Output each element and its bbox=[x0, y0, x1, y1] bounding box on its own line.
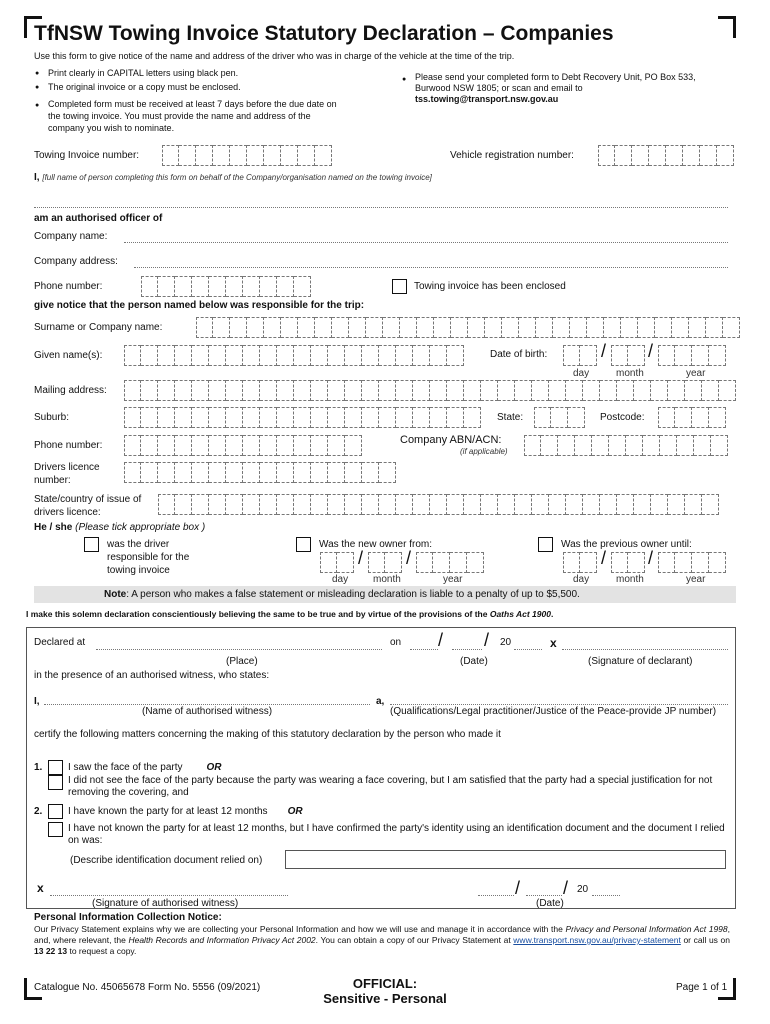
vehicle-registration-input[interactable] bbox=[598, 145, 734, 166]
witness-date-day-input[interactable] bbox=[478, 895, 514, 896]
date-of-birth-label: Date of birth: bbox=[490, 349, 548, 360]
known-party-checkbox[interactable] bbox=[48, 804, 63, 819]
place-caption: (Place) bbox=[226, 656, 258, 667]
vehicle-registration-label: Vehicle registration number: bbox=[450, 150, 574, 161]
previous-owner-slash-1: / bbox=[601, 548, 607, 568]
company-abn-label: Company ABN/ACN: bbox=[400, 434, 502, 446]
new-owner-month-input[interactable] bbox=[368, 552, 402, 573]
email-link[interactable]: tss.towing@transport.nsw.gov.au bbox=[415, 94, 559, 104]
dob-slash-1: / bbox=[601, 341, 607, 361]
phone-number-2-input[interactable] bbox=[124, 435, 362, 456]
date-caption: (Date) bbox=[460, 656, 488, 667]
dob-slash-2: / bbox=[648, 341, 654, 361]
witness-i-label: I, bbox=[34, 696, 40, 707]
not-known-label: I have not known the party for at least 12 months, but I have confirmed the party's identity using an identification document and the document I relied on was: bbox=[68, 823, 725, 846]
suburb-input[interactable] bbox=[124, 407, 481, 428]
give-notice-label: give notice that the person named below was responsible for the trip: bbox=[34, 300, 365, 311]
date-century: 20 bbox=[500, 637, 512, 648]
he-she-label: He / she (Please tick appropriate box ) bbox=[34, 522, 206, 533]
or-1: OR bbox=[206, 762, 222, 773]
previous-owner-month-caption: month bbox=[616, 574, 644, 585]
postcode-input[interactable] bbox=[658, 407, 726, 428]
new-owner-month-caption: month bbox=[373, 574, 401, 585]
was-driver-label: was the driver responsible for the towing invoice bbox=[107, 539, 190, 576]
declarant-x: x bbox=[550, 636, 557, 650]
previous-owner-checkbox[interactable] bbox=[538, 537, 553, 552]
previous-owner-year-input[interactable] bbox=[658, 552, 726, 573]
witness-name-caption: (Name of authorised witness) bbox=[142, 706, 273, 717]
dob-month-input[interactable] bbox=[611, 345, 645, 366]
company-name-input[interactable] bbox=[124, 242, 728, 243]
mailing-address-label: Mailing address: bbox=[34, 385, 107, 396]
witness-date-slash-1: / bbox=[515, 878, 521, 898]
full-name-input[interactable] bbox=[34, 207, 728, 208]
company-abn-input[interactable] bbox=[524, 435, 728, 456]
tick-box-hint: (Please tick appropriate box ) bbox=[75, 522, 206, 533]
state-country-label: State/country of issue of drivers licence: bbox=[34, 494, 142, 518]
privacy-phone: 13 22 13 bbox=[34, 946, 68, 956]
previous-owner-slash-2: / bbox=[648, 548, 654, 568]
witness-x: x bbox=[37, 881, 44, 895]
saw-face-label: I saw the face of the party OR bbox=[68, 762, 222, 773]
signature-declarant-caption: (Signature of declarant) bbox=[588, 656, 693, 667]
privacy-text: Our Privacy Statement explains why we are collecting your Personal Information and how we will use and manage it in accordance with the Privacy and Personal Information Act 1998, and, where relevant, the Health Records and Information Privacy Act 2002. You can obtain a copy of our Privacy Statement at www.transport.nsw.gov.au/privacy-statement or call us on 13 22 13 to request a copy. bbox=[34, 924, 730, 956]
given-names-input[interactable] bbox=[124, 345, 464, 366]
send-text: Please send your completed form to Debt Recovery Unit, PO Box 533, Burwood NSW 1805; or scan and email to bbox=[415, 72, 696, 93]
dob-year-caption: year bbox=[686, 368, 706, 379]
towing-invoice-label: Towing Invoice number: bbox=[34, 150, 140, 161]
company-name-label: Company name: bbox=[34, 231, 108, 242]
signature-witness-caption: (Signature of authorised witness) bbox=[92, 898, 239, 909]
declared-at-label: Declared at bbox=[34, 637, 86, 648]
company-address-input[interactable] bbox=[134, 267, 728, 268]
state-label: State: bbox=[497, 412, 524, 423]
witness-a-label: a, bbox=[376, 696, 385, 707]
date-slash-2: / bbox=[484, 630, 490, 650]
known-party-label: I have known the party for at least 12 months OR bbox=[68, 806, 303, 817]
new-owner-day-input[interactable] bbox=[320, 552, 354, 573]
phone-number-2-label: Phone number: bbox=[34, 440, 103, 451]
instruction-send bbox=[415, 72, 715, 105]
date-year-input[interactable] bbox=[514, 649, 542, 650]
date-month-input[interactable] bbox=[452, 649, 482, 650]
note-text: Note: A person who makes a false statement or misleading declaration is liable to a penalty of up to $5,500. bbox=[104, 589, 580, 600]
witness-qualifications-input[interactable] bbox=[390, 704, 728, 705]
official-marking: OFFICIAL: Sensitive - Personal bbox=[300, 976, 470, 1006]
witness-intro: in the presence of an authorised witness, who states: bbox=[34, 670, 270, 681]
instruction-2: ● The original invoice or a copy must be enclosed. bbox=[48, 82, 368, 92]
new-owner-checkbox[interactable] bbox=[296, 537, 311, 552]
certify-text: certify the following matters concerning the making of this statutory declaration by the person who made it bbox=[34, 729, 501, 740]
previous-owner-label: Was the previous owner until: bbox=[561, 539, 692, 550]
date-day-input[interactable] bbox=[410, 649, 438, 650]
dob-year-input[interactable] bbox=[658, 345, 726, 366]
new-owner-slash-1: / bbox=[358, 548, 364, 568]
oaths-act: Oaths Act 1900 bbox=[489, 609, 551, 619]
describe-doc-input[interactable] bbox=[285, 850, 726, 869]
i-hint: [full name of person completing this form on behalf of the Company/organisation named on the towing invoice] bbox=[42, 173, 432, 182]
previous-owner-day-input[interactable] bbox=[563, 552, 597, 573]
privacy-heading: Personal Information Collection Notice: bbox=[34, 912, 222, 923]
item-1-number: 1. bbox=[34, 762, 43, 773]
or-2: OR bbox=[287, 806, 303, 817]
on-label: on bbox=[390, 637, 402, 648]
drivers-licence-input[interactable] bbox=[124, 462, 396, 483]
invoice-enclosed-checkbox[interactable] bbox=[392, 279, 407, 294]
not-see-face-label: I did not see the face of the party because the party was wearing a face covering, but I am satisfied that the party had a special justification for not removing the covering, and bbox=[68, 775, 713, 798]
witness-date-caption: (Date) bbox=[536, 898, 564, 909]
previous-owner-year-caption: year bbox=[686, 574, 706, 585]
declaration-intro: I make this solemn declaration conscientiously believing the same to be true and by virtue of the provisions of the Oaths Act 1900. bbox=[26, 609, 554, 619]
witness-signature-input[interactable] bbox=[50, 895, 288, 896]
crop-mark-top-right bbox=[718, 16, 736, 38]
catalogue-number: Catalogue No. 45065678 Form No. 5556 (09/2021) bbox=[34, 982, 261, 993]
page-number: Page 1 of 1 bbox=[676, 982, 728, 993]
phone-number-input[interactable] bbox=[141, 276, 311, 297]
mailing-address-input[interactable] bbox=[124, 380, 736, 401]
dob-day-input[interactable] bbox=[563, 345, 597, 366]
new-owner-label: Was the new owner from: bbox=[319, 539, 433, 550]
new-owner-day-caption: day bbox=[332, 574, 349, 585]
if-applicable-caption: (if applicable) bbox=[460, 447, 508, 456]
witness-date-century: 20 bbox=[577, 884, 589, 895]
describe-doc-caption: (Describe identification document relied on) bbox=[70, 855, 263, 866]
privacy-act-2: Health Records and Information Privacy Act 2002 bbox=[128, 935, 316, 945]
witness-date-slash-2: / bbox=[563, 878, 569, 898]
witness-date-year-input[interactable] bbox=[592, 895, 620, 896]
new-owner-slash-2: / bbox=[406, 548, 412, 568]
new-owner-year-caption: year bbox=[443, 574, 463, 585]
not-see-face-checkbox[interactable] bbox=[48, 775, 63, 790]
declarant-signature-input[interactable] bbox=[562, 649, 728, 650]
company-address-label: Company address: bbox=[34, 256, 118, 267]
postcode-label: Postcode: bbox=[600, 412, 645, 423]
previous-owner-month-input[interactable] bbox=[611, 552, 645, 573]
dob-month-caption: month bbox=[616, 368, 644, 379]
privacy-link[interactable]: www.transport.nsw.gov.au/privacy-statement bbox=[513, 935, 681, 945]
state-country-input[interactable] bbox=[158, 494, 719, 515]
dob-day-caption: day bbox=[573, 368, 590, 379]
phone-number-label: Phone number: bbox=[34, 281, 103, 292]
authorised-officer-label: am an authorised officer of bbox=[34, 213, 163, 224]
surname-input[interactable] bbox=[196, 317, 740, 338]
surname-label: Surname or Company name: bbox=[34, 322, 163, 333]
not-known-checkbox[interactable] bbox=[48, 822, 63, 837]
item-2-number: 2. bbox=[34, 806, 43, 817]
privacy-act-1: Privacy and Personal Information Act 1998 bbox=[565, 924, 728, 934]
new-owner-year-input[interactable] bbox=[416, 552, 484, 573]
given-names-label: Given name(s): bbox=[34, 350, 103, 361]
place-input[interactable] bbox=[96, 649, 382, 650]
was-driver-checkbox[interactable] bbox=[84, 537, 99, 552]
qualifications-caption: (Qualifications/Legal practitioner/Justice of the Peace-provide JP number) bbox=[390, 706, 717, 717]
form-intro: Use this form to give notice of the name and address of the driver who was in charge of the vehicle at the time of the trip. bbox=[34, 51, 515, 61]
witness-date-month-input[interactable] bbox=[526, 895, 562, 896]
i-label: I, [full name of person completing this form on behalf of the Company/organisation named on the towing invoice] bbox=[34, 172, 432, 183]
date-slash-1: / bbox=[438, 630, 444, 650]
state-input[interactable] bbox=[534, 407, 585, 428]
page-title: TfNSW Towing Invoice Statutory Declaration – Companies bbox=[34, 22, 614, 45]
instruction-3: ● Completed form must be received at least 7 days before the due date on the towing invoice. You must provide the name and address of the company you wish to nominate. bbox=[48, 98, 348, 134]
instruction-1: ● Print clearly in CAPITAL letters using black pen. bbox=[48, 68, 368, 78]
invoice-enclosed-label: Towing invoice has been enclosed bbox=[414, 281, 566, 292]
previous-owner-day-caption: day bbox=[573, 574, 590, 585]
drivers-licence-label: Drivers licence number: bbox=[34, 462, 100, 486]
suburb-label: Suburb: bbox=[34, 412, 70, 423]
saw-face-checkbox[interactable] bbox=[48, 760, 63, 775]
witness-name-input[interactable] bbox=[44, 704, 370, 705]
sensitive-marking: Sensitive - Personal bbox=[323, 991, 447, 1006]
towing-invoice-input[interactable] bbox=[162, 145, 332, 166]
